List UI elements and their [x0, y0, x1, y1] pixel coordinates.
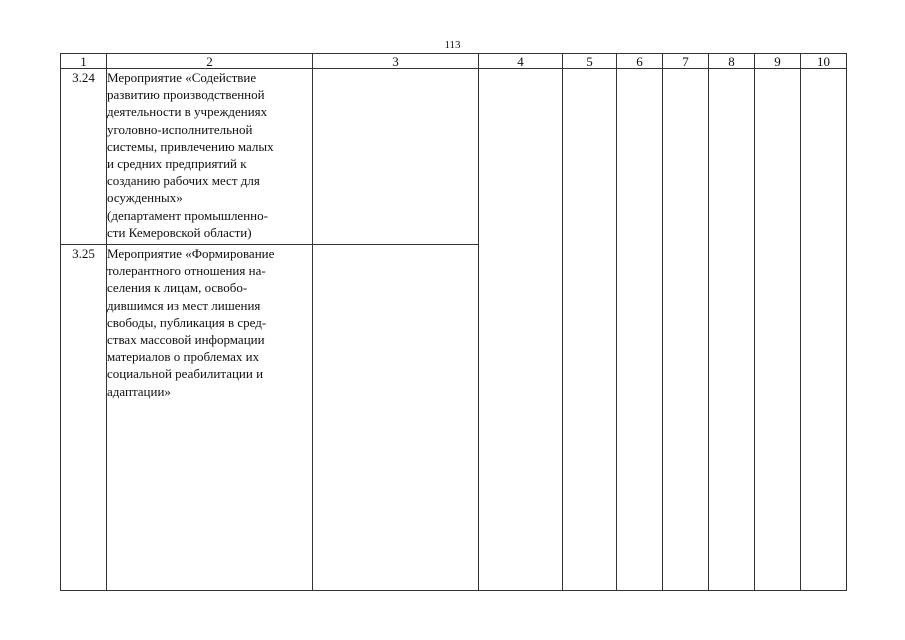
page-number: 113 [444, 39, 461, 51]
header-cell-6: 6 [617, 54, 663, 69]
description-line: материалов о проблемах их [107, 349, 260, 365]
description-line: дившимся из мест лишения [107, 297, 261, 313]
header-cell-10: 10 [801, 54, 847, 69]
description-line: Мероприятие «Содействие [107, 70, 257, 85]
header-cell-7: 7 [663, 54, 709, 69]
description-line: (департамент промышленно- [107, 207, 268, 223]
header-cell-8: 8 [709, 54, 755, 69]
empty-cell-col9 [755, 69, 801, 591]
empty-cell-col8 [709, 69, 755, 591]
row-number: 3.24 [61, 69, 107, 245]
empty-cell-col3 [313, 69, 479, 591]
table-header-row [61, 54, 847, 69]
description-line: адаптации» [107, 383, 171, 399]
empty-cell-col6 [617, 69, 663, 591]
description-line: Мероприятие «Формирование [107, 246, 275, 261]
description-line: толерантного отношения на- [107, 263, 266, 279]
measure-description [107, 245, 313, 591]
header-cell-5: 5 [563, 54, 617, 69]
description-line: развитию производственной [107, 87, 265, 103]
empty-cell-col10 [801, 69, 847, 591]
empty-cell-col7 [663, 69, 709, 591]
header-cell-1: 1 [61, 54, 107, 69]
description-line: уголовно-исполнительной [107, 121, 253, 137]
description-line: селения к лицам, освобо- [107, 280, 248, 296]
header-cell-4: 4 [479, 54, 563, 69]
header-cell-2: 2 [107, 54, 313, 69]
col3-row-divider [312, 244, 478, 245]
description-line: сти Кемеровской области) [107, 224, 252, 240]
empty-cell-col4 [479, 69, 563, 591]
header-cell-9: 9 [755, 54, 801, 69]
measure-description [107, 69, 313, 245]
description-line: свободы, публикация в сред- [107, 314, 267, 330]
description-line: созданию рабочих мест для [107, 173, 260, 189]
header-cell-3: 3 [313, 54, 479, 69]
description-line: деятельности в учреждениях [107, 104, 268, 120]
description-line: и средних предприятий к [107, 155, 247, 171]
measures-table [60, 53, 847, 591]
description-line: осужденных» [107, 190, 183, 206]
row-number: 3.25 [61, 245, 107, 591]
description-line: ствах массовой информации [107, 331, 265, 347]
description-line: системы, привлечению малых [107, 138, 274, 154]
empty-cell-col5 [563, 69, 617, 591]
description-line: социальной реабилитации и [107, 366, 264, 382]
table-row [61, 69, 847, 245]
